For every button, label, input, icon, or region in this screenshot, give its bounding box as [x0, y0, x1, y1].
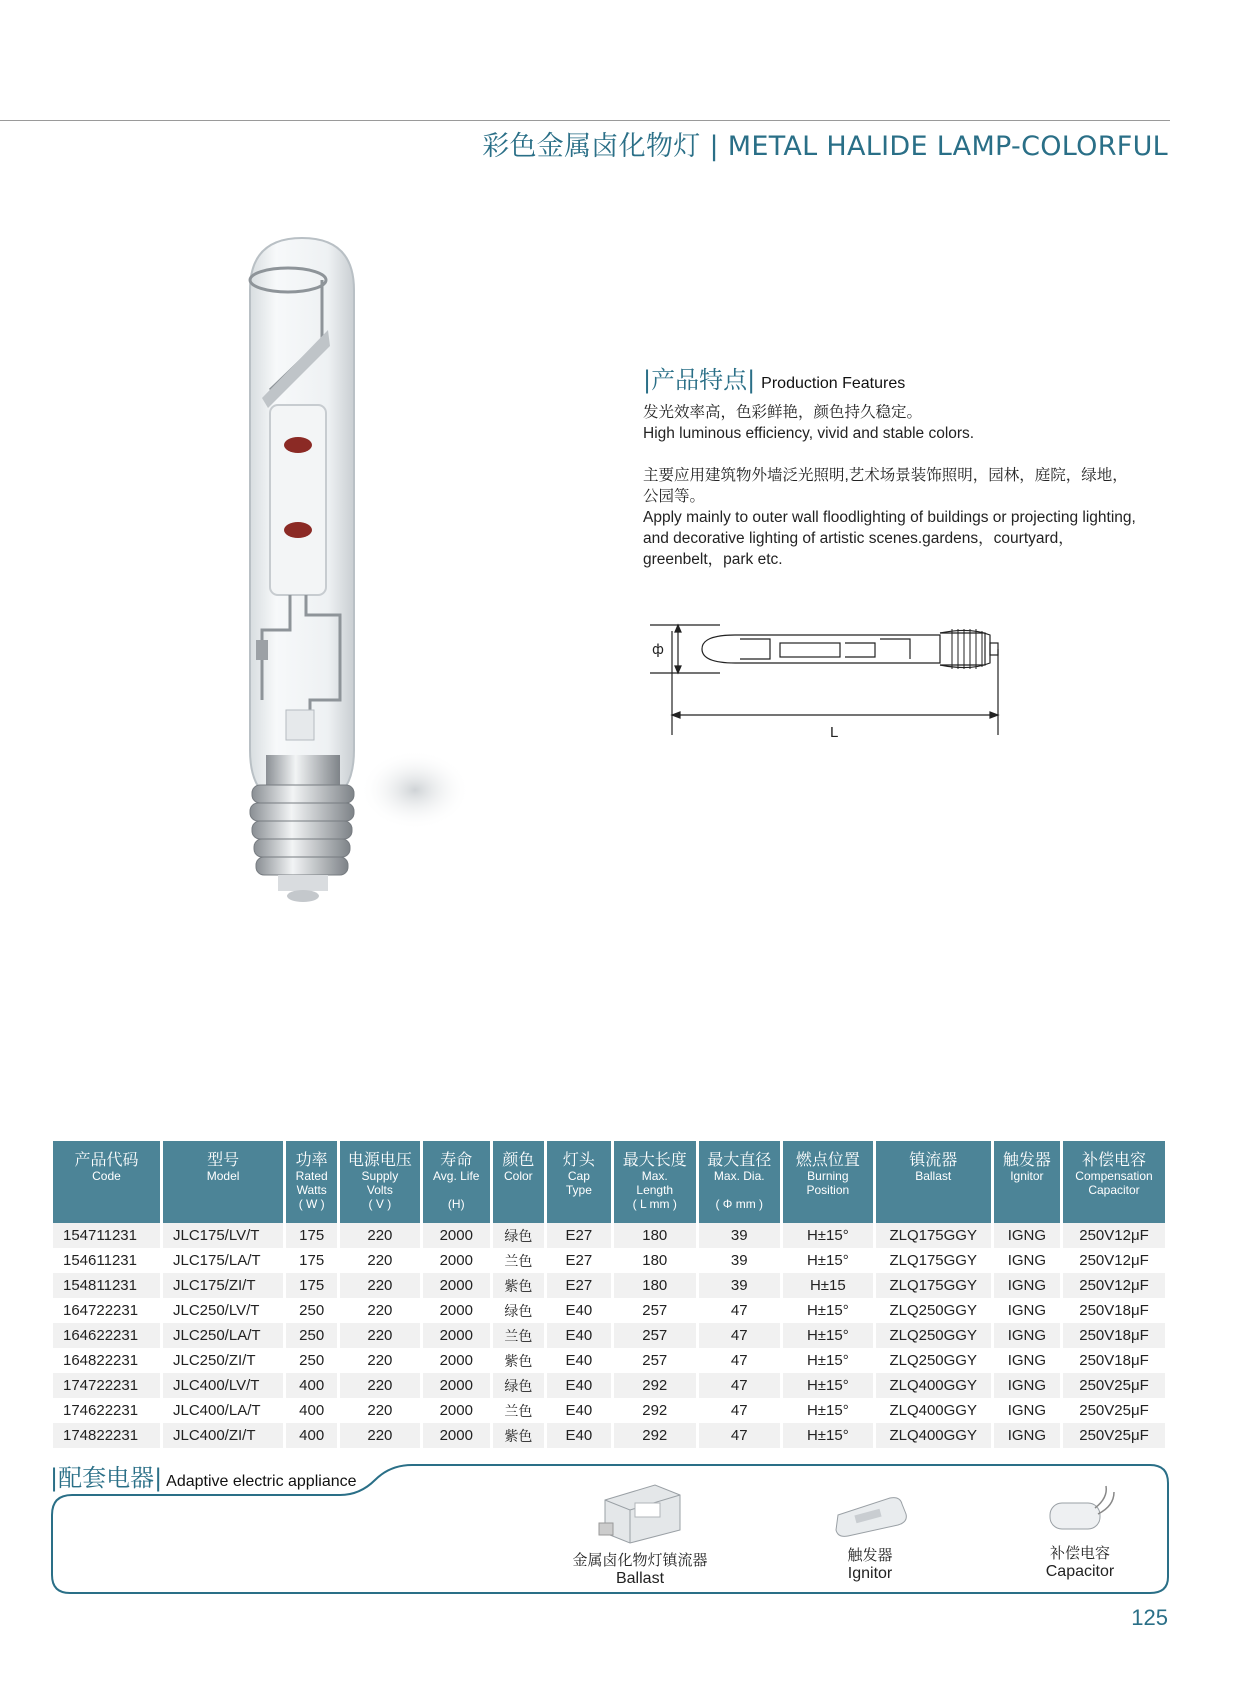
column-header-zh: 镇流器: [909, 1150, 958, 1169]
ignitor-label-en: Ignitor: [847, 1565, 893, 1582]
table-cell-cap: E27: [547, 1248, 611, 1273]
page-number: 125: [1131, 1605, 1168, 1630]
table-cell-model: JLC175/ZI/T: [163, 1273, 283, 1298]
table-cell-position: H±15°: [783, 1323, 873, 1348]
table-cell-position: H±15°: [783, 1398, 873, 1423]
column-header-ignitor: [994, 1141, 1060, 1223]
table-cell-position: H±15°: [783, 1373, 873, 1398]
table-cell-model: JLC250/LA/T: [163, 1323, 283, 1348]
table-cell-color: 紫色: [493, 1348, 544, 1373]
diagram-phi-label: ф: [652, 642, 664, 658]
table-cell-dia: 47: [699, 1398, 781, 1423]
column-header-en: Length: [636, 1183, 674, 1197]
appliance-capacitor: [1020, 1478, 1140, 1581]
table-cell-volts: 220: [340, 1398, 419, 1423]
table-cell-capacitor: 250V12μF: [1063, 1273, 1165, 1298]
table-cell-ignitor: IGNG: [994, 1423, 1060, 1448]
table-cell-volts: 220: [340, 1223, 419, 1248]
dimension-diagram: [640, 615, 1060, 765]
table-cell-dia: 47: [699, 1298, 781, 1323]
table-cell-capacitor: 250V12μF: [1063, 1248, 1165, 1273]
column-header-en: ( Φ mm ): [715, 1197, 764, 1211]
ignitor-label-zh: 触发器: [847, 1546, 893, 1564]
column-header-en: Watts: [296, 1183, 327, 1197]
column-header-en: ( L mm ): [632, 1197, 677, 1211]
table-cell-length: 180: [614, 1248, 696, 1273]
table-cell-life: 2000: [423, 1423, 490, 1448]
table-cell-color: 紫色: [493, 1423, 544, 1448]
table-cell-ballast: ZLQ250GGY: [876, 1298, 991, 1323]
column-header-zh: 电源电压: [347, 1150, 412, 1169]
table-cell-watts: 400: [286, 1423, 337, 1448]
column-header-zh: 触发器: [1002, 1150, 1051, 1169]
table-row: [53, 1373, 1165, 1398]
top-rule: [0, 120, 1170, 121]
features-text: [643, 402, 1143, 591]
table-cell-length: 257: [614, 1323, 696, 1348]
table-cell-cap: E40: [547, 1373, 611, 1398]
table-cell-position: H±15°: [783, 1298, 873, 1323]
column-header-en: [425, 1183, 488, 1197]
table-cell-life: 2000: [423, 1398, 490, 1423]
table-cell-position: H±15°: [783, 1223, 873, 1248]
column-header-zh: 最大直径: [707, 1150, 772, 1169]
table-cell-code: 174622231: [53, 1398, 160, 1423]
column-header-zh: 燃点位置: [795, 1150, 860, 1169]
table-cell-ballast: ZLQ250GGY: [876, 1323, 991, 1348]
column-header-zh: 最大长度: [622, 1150, 687, 1169]
table-cell-cap: E27: [547, 1223, 611, 1248]
table-cell-ignitor: IGNG: [994, 1248, 1060, 1273]
appliance-heading-en: Adaptive electric appliance: [166, 1473, 357, 1490]
table-cell-volts: 220: [340, 1248, 419, 1273]
table-cell-cap: E40: [547, 1348, 611, 1373]
column-header-en: Max. Dia.: [713, 1169, 765, 1183]
column-header-length: [614, 1141, 696, 1223]
table-cell-watts: 400: [286, 1373, 337, 1398]
column-header-en: Compensation: [1075, 1169, 1153, 1183]
table-cell-dia: 47: [699, 1348, 781, 1373]
table-cell-color: 绿色: [493, 1373, 544, 1398]
table-cell-code: 154711231: [53, 1223, 160, 1248]
column-header-code: [53, 1141, 160, 1223]
column-header-zh: 型号: [207, 1150, 240, 1169]
feature-1-en: High luminous efficiency, vivid and stable colors.: [643, 425, 975, 442]
table-cell-length: 292: [614, 1398, 696, 1423]
column-header-en: Avg. Life: [433, 1169, 480, 1183]
table-cell-length: 292: [614, 1423, 696, 1448]
table-cell-life: 2000: [423, 1248, 490, 1273]
table-cell-model: JLC250/LV/T: [163, 1298, 283, 1323]
table-row: [53, 1423, 1165, 1448]
table-cell-volts: 220: [340, 1323, 419, 1348]
table-cell-color: 兰色: [493, 1323, 544, 1348]
table-cell-code: 164822231: [53, 1348, 160, 1373]
table-cell-dia: 47: [699, 1423, 781, 1448]
table-cell-dia: 47: [699, 1323, 781, 1348]
table-cell-length: 257: [614, 1298, 696, 1323]
column-header-en: Type: [565, 1183, 592, 1197]
column-header-en: [701, 1183, 779, 1197]
feature-1-zh: 发光效率高，色彩鲜艳，颜色持久稳定。: [643, 404, 923, 421]
table-cell-model: JLC400/ZI/T: [163, 1423, 283, 1448]
column-header-zh: 寿命: [440, 1150, 473, 1169]
table-cell-capacitor: 250V25μF: [1063, 1398, 1165, 1423]
column-header-en: Supply: [361, 1169, 399, 1183]
column-header-en: (H): [447, 1197, 465, 1211]
table-cell-position: H±15: [783, 1273, 873, 1298]
table-cell-dia: 39: [699, 1273, 781, 1298]
table-cell-dia: 39: [699, 1248, 781, 1273]
table-cell-watts: 175: [286, 1273, 337, 1298]
column-header-cap: [547, 1141, 611, 1223]
spec-table: [50, 1141, 1168, 1448]
table-cell-life: 2000: [423, 1348, 490, 1373]
table-cell-cap: E40: [547, 1423, 611, 1448]
table-cell-volts: 220: [340, 1373, 419, 1398]
table-cell-ballast: ZLQ400GGY: [876, 1423, 991, 1448]
column-header-color: [493, 1141, 544, 1223]
table-cell-ballast: ZLQ400GGY: [876, 1398, 991, 1423]
table-cell-dia: 47: [699, 1373, 781, 1398]
table-cell-ballast: ZLQ250GGY: [876, 1348, 991, 1373]
table-cell-model: JLC175/LA/T: [163, 1248, 283, 1273]
page-title: 彩色金属卤化物灯 | METAL HALIDE LAMP-COLORFUL: [482, 131, 1168, 162]
table-cell-watts: 250: [286, 1348, 337, 1373]
table-body: [53, 1223, 1165, 1448]
appliance-ballast: [560, 1475, 720, 1588]
table-cell-ignitor: IGNG: [994, 1323, 1060, 1348]
table-cell-code: 174822231: [53, 1423, 160, 1448]
column-header-zh: 灯头: [562, 1150, 595, 1169]
column-header-ballast: [876, 1141, 991, 1223]
column-header-en: Position: [806, 1183, 850, 1197]
table-row: [53, 1398, 1165, 1423]
column-header-life: [423, 1141, 490, 1223]
diagram-length-label: L: [830, 724, 839, 741]
ballast-icon: [595, 1475, 685, 1545]
table-cell-ignitor: IGNG: [994, 1348, 1060, 1373]
table-cell-code: 154611231: [53, 1248, 160, 1273]
ballast-label-en: Ballast: [615, 1570, 665, 1587]
table-cell-position: H±15°: [783, 1423, 873, 1448]
column-header-en: ( V ): [368, 1197, 392, 1211]
table-cell-dia: 39: [699, 1223, 781, 1248]
column-header-en: Rated: [295, 1169, 328, 1183]
table-cell-watts: 250: [286, 1323, 337, 1348]
table-cell-ignitor: IGNG: [994, 1223, 1060, 1248]
ballast-label-zh: 金属卤化物灯镇流器: [572, 1551, 708, 1569]
table-cell-code: 174722231: [53, 1373, 160, 1398]
table-cell-color: 绿色: [493, 1298, 544, 1323]
column-header-en: Color: [504, 1169, 533, 1183]
table-cell-color: 兰色: [493, 1398, 544, 1423]
table-cell-ignitor: IGNG: [994, 1398, 1060, 1423]
table-cell-color: 兰色: [493, 1248, 544, 1273]
column-header-position: [783, 1141, 873, 1223]
table-row: [53, 1273, 1165, 1298]
table-cell-life: 2000: [423, 1323, 490, 1348]
table-header-row: [53, 1141, 1165, 1223]
table-cell-life: 2000: [423, 1373, 490, 1398]
table-cell-model: JLC250/ZI/T: [163, 1348, 283, 1373]
column-header-en: Ignitor: [1010, 1169, 1044, 1183]
table-cell-color: 绿色: [493, 1223, 544, 1248]
column-header-en: Burning: [807, 1169, 849, 1183]
table-cell-position: H±15°: [783, 1348, 873, 1373]
capacitor-icon: [1040, 1478, 1120, 1538]
table-cell-ballast: ZLQ175GGY: [876, 1223, 991, 1248]
table-cell-ballast: ZLQ175GGY: [876, 1248, 991, 1273]
table-cell-cap: E40: [547, 1398, 611, 1423]
table-cell-code: 164722231: [53, 1298, 160, 1323]
column-header-capacitor: [1063, 1141, 1165, 1223]
table-cell-cap: E27: [547, 1273, 611, 1298]
column-header-en: Code: [92, 1169, 121, 1183]
table-cell-code: 164622231: [53, 1323, 160, 1348]
table-cell-color: 紫色: [493, 1273, 544, 1298]
table-cell-capacitor: 250V25μF: [1063, 1373, 1165, 1398]
table-row: [53, 1248, 1165, 1273]
column-header-en: Ballast: [915, 1169, 952, 1183]
table-cell-capacitor: 250V18μF: [1063, 1323, 1165, 1348]
table-cell-volts: 220: [340, 1423, 419, 1448]
table-cell-volts: 220: [340, 1298, 419, 1323]
column-header-watts: [286, 1141, 337, 1223]
table-cell-model: JLC400/LA/T: [163, 1398, 283, 1423]
table-cell-ignitor: IGNG: [994, 1373, 1060, 1398]
table-row: [53, 1223, 1165, 1248]
table-row: [53, 1348, 1165, 1373]
features-heading-en: Production Features: [761, 375, 906, 392]
appliance-heading: [50, 1458, 357, 1493]
column-header-model: [163, 1141, 283, 1223]
table-cell-capacitor: 250V25μF: [1063, 1423, 1165, 1448]
table-cell-length: 257: [614, 1348, 696, 1373]
table-cell-ignitor: IGNG: [994, 1273, 1060, 1298]
appliance-ignitor: [815, 1480, 925, 1583]
table-cell-volts: 220: [340, 1273, 419, 1298]
column-header-en: Cap: [567, 1169, 590, 1183]
ignitor-icon: [830, 1480, 910, 1540]
feature-2-zh: 主要应用建筑物外墙泛光照明,艺术场景装饰照明，园林，庭院，绿地，公园等。: [643, 467, 1128, 505]
column-header-zh: 补偿电容: [1081, 1150, 1146, 1169]
table-cell-length: 292: [614, 1373, 696, 1398]
table-cell-watts: 400: [286, 1398, 337, 1423]
table-cell-capacitor: 250V12μF: [1063, 1223, 1165, 1248]
column-header-volts: [340, 1141, 419, 1223]
table-row: [53, 1323, 1165, 1348]
table-cell-cap: E40: [547, 1298, 611, 1323]
capacitor-label-zh: 补偿电容: [1049, 1544, 1110, 1562]
capacitor-label-en: Capacitor: [1045, 1563, 1115, 1580]
table-cell-model: JLC400/LV/T: [163, 1373, 283, 1398]
table-row: [53, 1298, 1165, 1323]
table-cell-watts: 250: [286, 1298, 337, 1323]
table-cell-ignitor: IGNG: [994, 1298, 1060, 1323]
table-cell-cap: E40: [547, 1323, 611, 1348]
table-cell-length: 180: [614, 1223, 696, 1248]
table-cell-position: H±15°: [783, 1248, 873, 1273]
column-header-zh: 颜色: [502, 1150, 535, 1169]
lamp-photo: [210, 230, 510, 930]
table-cell-model: JLC175/LV/T: [163, 1223, 283, 1248]
table-cell-watts: 175: [286, 1223, 337, 1248]
column-header-zh: 功率: [295, 1150, 328, 1169]
column-header-en: Model: [206, 1169, 240, 1183]
table-cell-life: 2000: [423, 1298, 490, 1323]
column-header-en: ( W ): [298, 1197, 325, 1211]
table-cell-capacitor: 250V18μF: [1063, 1348, 1165, 1373]
table-cell-watts: 175: [286, 1248, 337, 1273]
table-cell-life: 2000: [423, 1223, 490, 1248]
table-cell-life: 2000: [423, 1273, 490, 1298]
column-header-zh: 产品代码: [74, 1150, 139, 1169]
column-header-dia: [699, 1141, 781, 1223]
table-cell-ballast: ZLQ400GGY: [876, 1373, 991, 1398]
table-cell-ballast: ZLQ175GGY: [876, 1273, 991, 1298]
column-header-en: Volts: [366, 1183, 393, 1197]
features-heading: [643, 360, 905, 395]
features-heading-zh: |产品特点|: [643, 366, 756, 394]
feature-2-en: Apply mainly to outer wall floodlighting of buildings or projecting lighting, and decorative lighting of artistic scenes.gardens，courtyard，greenbelt，park etc.: [643, 509, 1136, 568]
table-cell-code: 154811231: [53, 1273, 160, 1298]
column-header-en: Max.: [641, 1169, 668, 1183]
column-header-en: Capacitor: [1088, 1183, 1140, 1197]
table-cell-length: 180: [614, 1273, 696, 1298]
appliance-heading-zh: |配套电器|: [50, 1464, 163, 1492]
table-cell-capacitor: 250V18μF: [1063, 1298, 1165, 1323]
table-cell-volts: 220: [340, 1348, 419, 1373]
